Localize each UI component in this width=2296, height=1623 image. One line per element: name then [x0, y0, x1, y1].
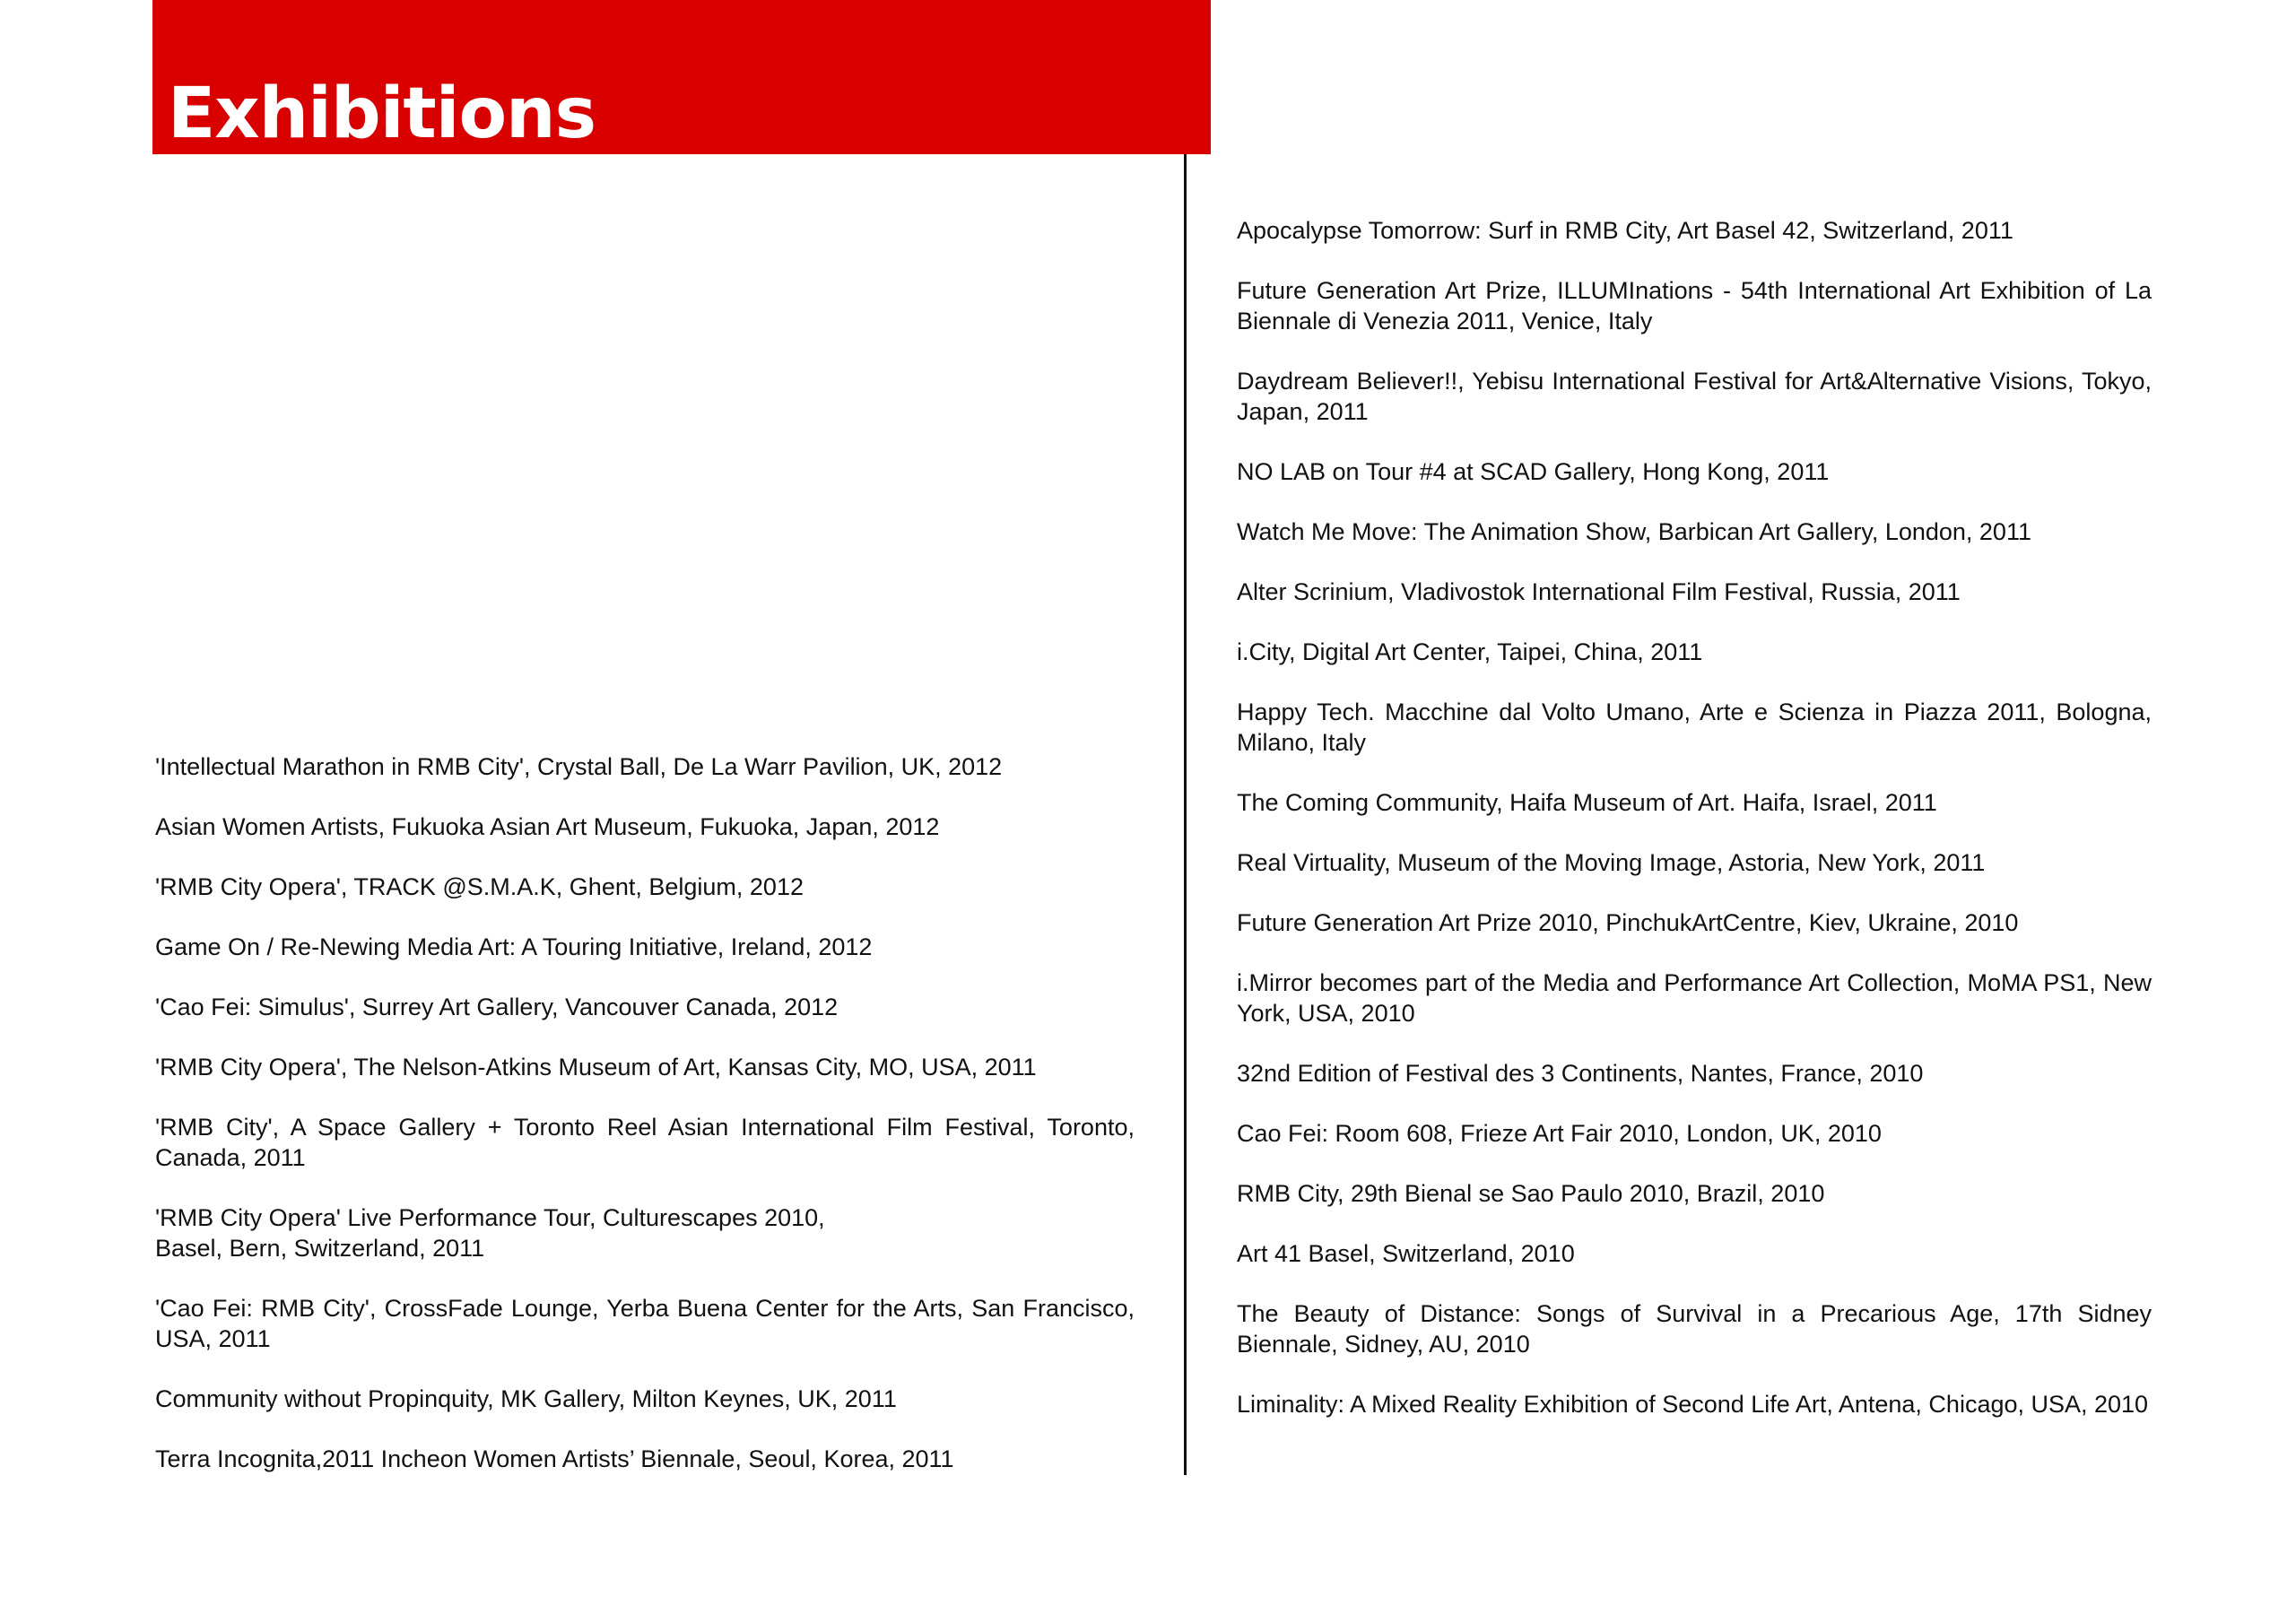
exhibition-item: Liminality: A Mixed Reality Exhibition of Second Life Art, Antena, Chicago, USA, 2010 [1237, 1391, 2149, 1418]
exhibition-item: Future Generation Art Prize 2010, PinchukArtCentre, Kiev, Ukraine, 2010 [1237, 909, 2019, 936]
exhibition-item: 'RMB City', A Space Gallery + Toronto Reel Asian International Film Festival, Toronto, Canada, 2011 [155, 1114, 1135, 1171]
exhibition-list-right [1237, 215, 2152, 1449]
exhibition-item: Community without Propinquity, MK Gallery, Milton Keynes, UK, 2011 [155, 1385, 897, 1412]
exhibition-item: 'RMB City Opera', The Nelson-Atkins Museum of Art, Kansas City, MO, USA, 2011 [155, 1054, 1037, 1081]
exhibition-item: Art 41 Basel, Switzerland, 2010 [1237, 1240, 1575, 1267]
exhibition-item: Daydream Believer!!, Yebisu International Festival for Art&Alternative Visions, Tokyo, Japan, 2011 [1237, 368, 2152, 425]
exhibition-item-line: 'RMB City Opera' Live Performance Tour, Culturescapes 2010, [155, 1204, 825, 1231]
exhibition-item: 'Intellectual Marathon in RMB City', Crystal Ball, De La Warr Pavilion, UK, 2012 [155, 753, 1003, 780]
exhibition-item [155, 1202, 1135, 1263]
exhibition-item-line: Basel, Bern, Switzerland, 2011 [155, 1235, 485, 1262]
exhibition-item: i.Mirror becomes part of the Media and Performance Art Collection, MoMA PS1, New York, USA, 2010 [1237, 969, 2152, 1027]
exhibition-item: 'Cao Fei: Simulus', Surrey Art Gallery, Vancouver Canada, 2012 [155, 994, 839, 1020]
exhibition-item: RMB City, 29th Bienal se Sao Paulo 2010, Brazil, 2010 [1237, 1180, 1825, 1207]
column-divider [1184, 154, 1187, 1475]
exhibition-item: Asian Women Artists, Fukuoka Asian Art Museum, Fukuoka, Japan, 2012 [155, 813, 940, 840]
exhibition-item: 32nd Edition of Festival des 3 Continents, Nantes, France, 2010 [1237, 1060, 1924, 1087]
exhibition-item: 'RMB City Opera', TRACK @S.M.A.K, Ghent, Belgium, 2012 [155, 873, 804, 900]
exhibition-item: 'Cao Fei: RMB City', CrossFade Lounge, Yerba Buena Center for the Arts, San Francisco, USA, 2011 [155, 1295, 1135, 1352]
exhibition-item: Cao Fei: Room 608, Frieze Art Fair 2010, London, UK, 2010 [1237, 1120, 1882, 1147]
exhibition-list-left [155, 751, 1135, 1504]
exhibition-item: Apocalypse Tomorrow: Surf in RMB City, Art Basel 42, Switzerland, 2011 [1237, 217, 2013, 244]
exhibition-item: Watch Me Move: The Animation Show, Barbican Art Gallery, London, 2011 [1237, 518, 2031, 545]
exhibition-item: Future Generation Art Prize, ILLUMInations - 54th International Art Exhibition of La Biennale di Venezia 2011, Venice, Italy [1237, 277, 2152, 334]
exhibition-item: Game On / Re-Newing Media Art: A Touring Initiative, Ireland, 2012 [155, 933, 873, 960]
exhibition-item: The Coming Community, Haifa Museum of Art. Haifa, Israel, 2011 [1237, 789, 1937, 816]
exhibition-item: i.City, Digital Art Center, Taipei, China, 2011 [1237, 638, 1703, 665]
exhibition-item: The Beauty of Distance: Songs of Survival in a Precarious Age, 17th Sidney Biennale, Sidney, AU, 2010 [1237, 1300, 2152, 1358]
exhibition-item: Alter Scrinium, Vladivostok International Film Festival, Russia, 2011 [1237, 578, 1961, 605]
page-title: Exhibitions [168, 74, 596, 154]
exhibition-item: NO LAB on Tour #4 at SCAD Gallery, Hong Kong, 2011 [1237, 458, 1830, 485]
exhibition-item: Real Virtuality, Museum of the Moving Image, Astoria, New York, 2011 [1237, 849, 1986, 876]
exhibition-item: Terra Incognita,2011 Incheon Women Artists’ Biennale, Seoul, Korea, 2011 [155, 1445, 954, 1472]
exhibition-item: Happy Tech. Macchine dal Volto Umano, Arte e Scienza in Piazza 2011, Bologna, Milano, Italy [1237, 699, 2152, 756]
